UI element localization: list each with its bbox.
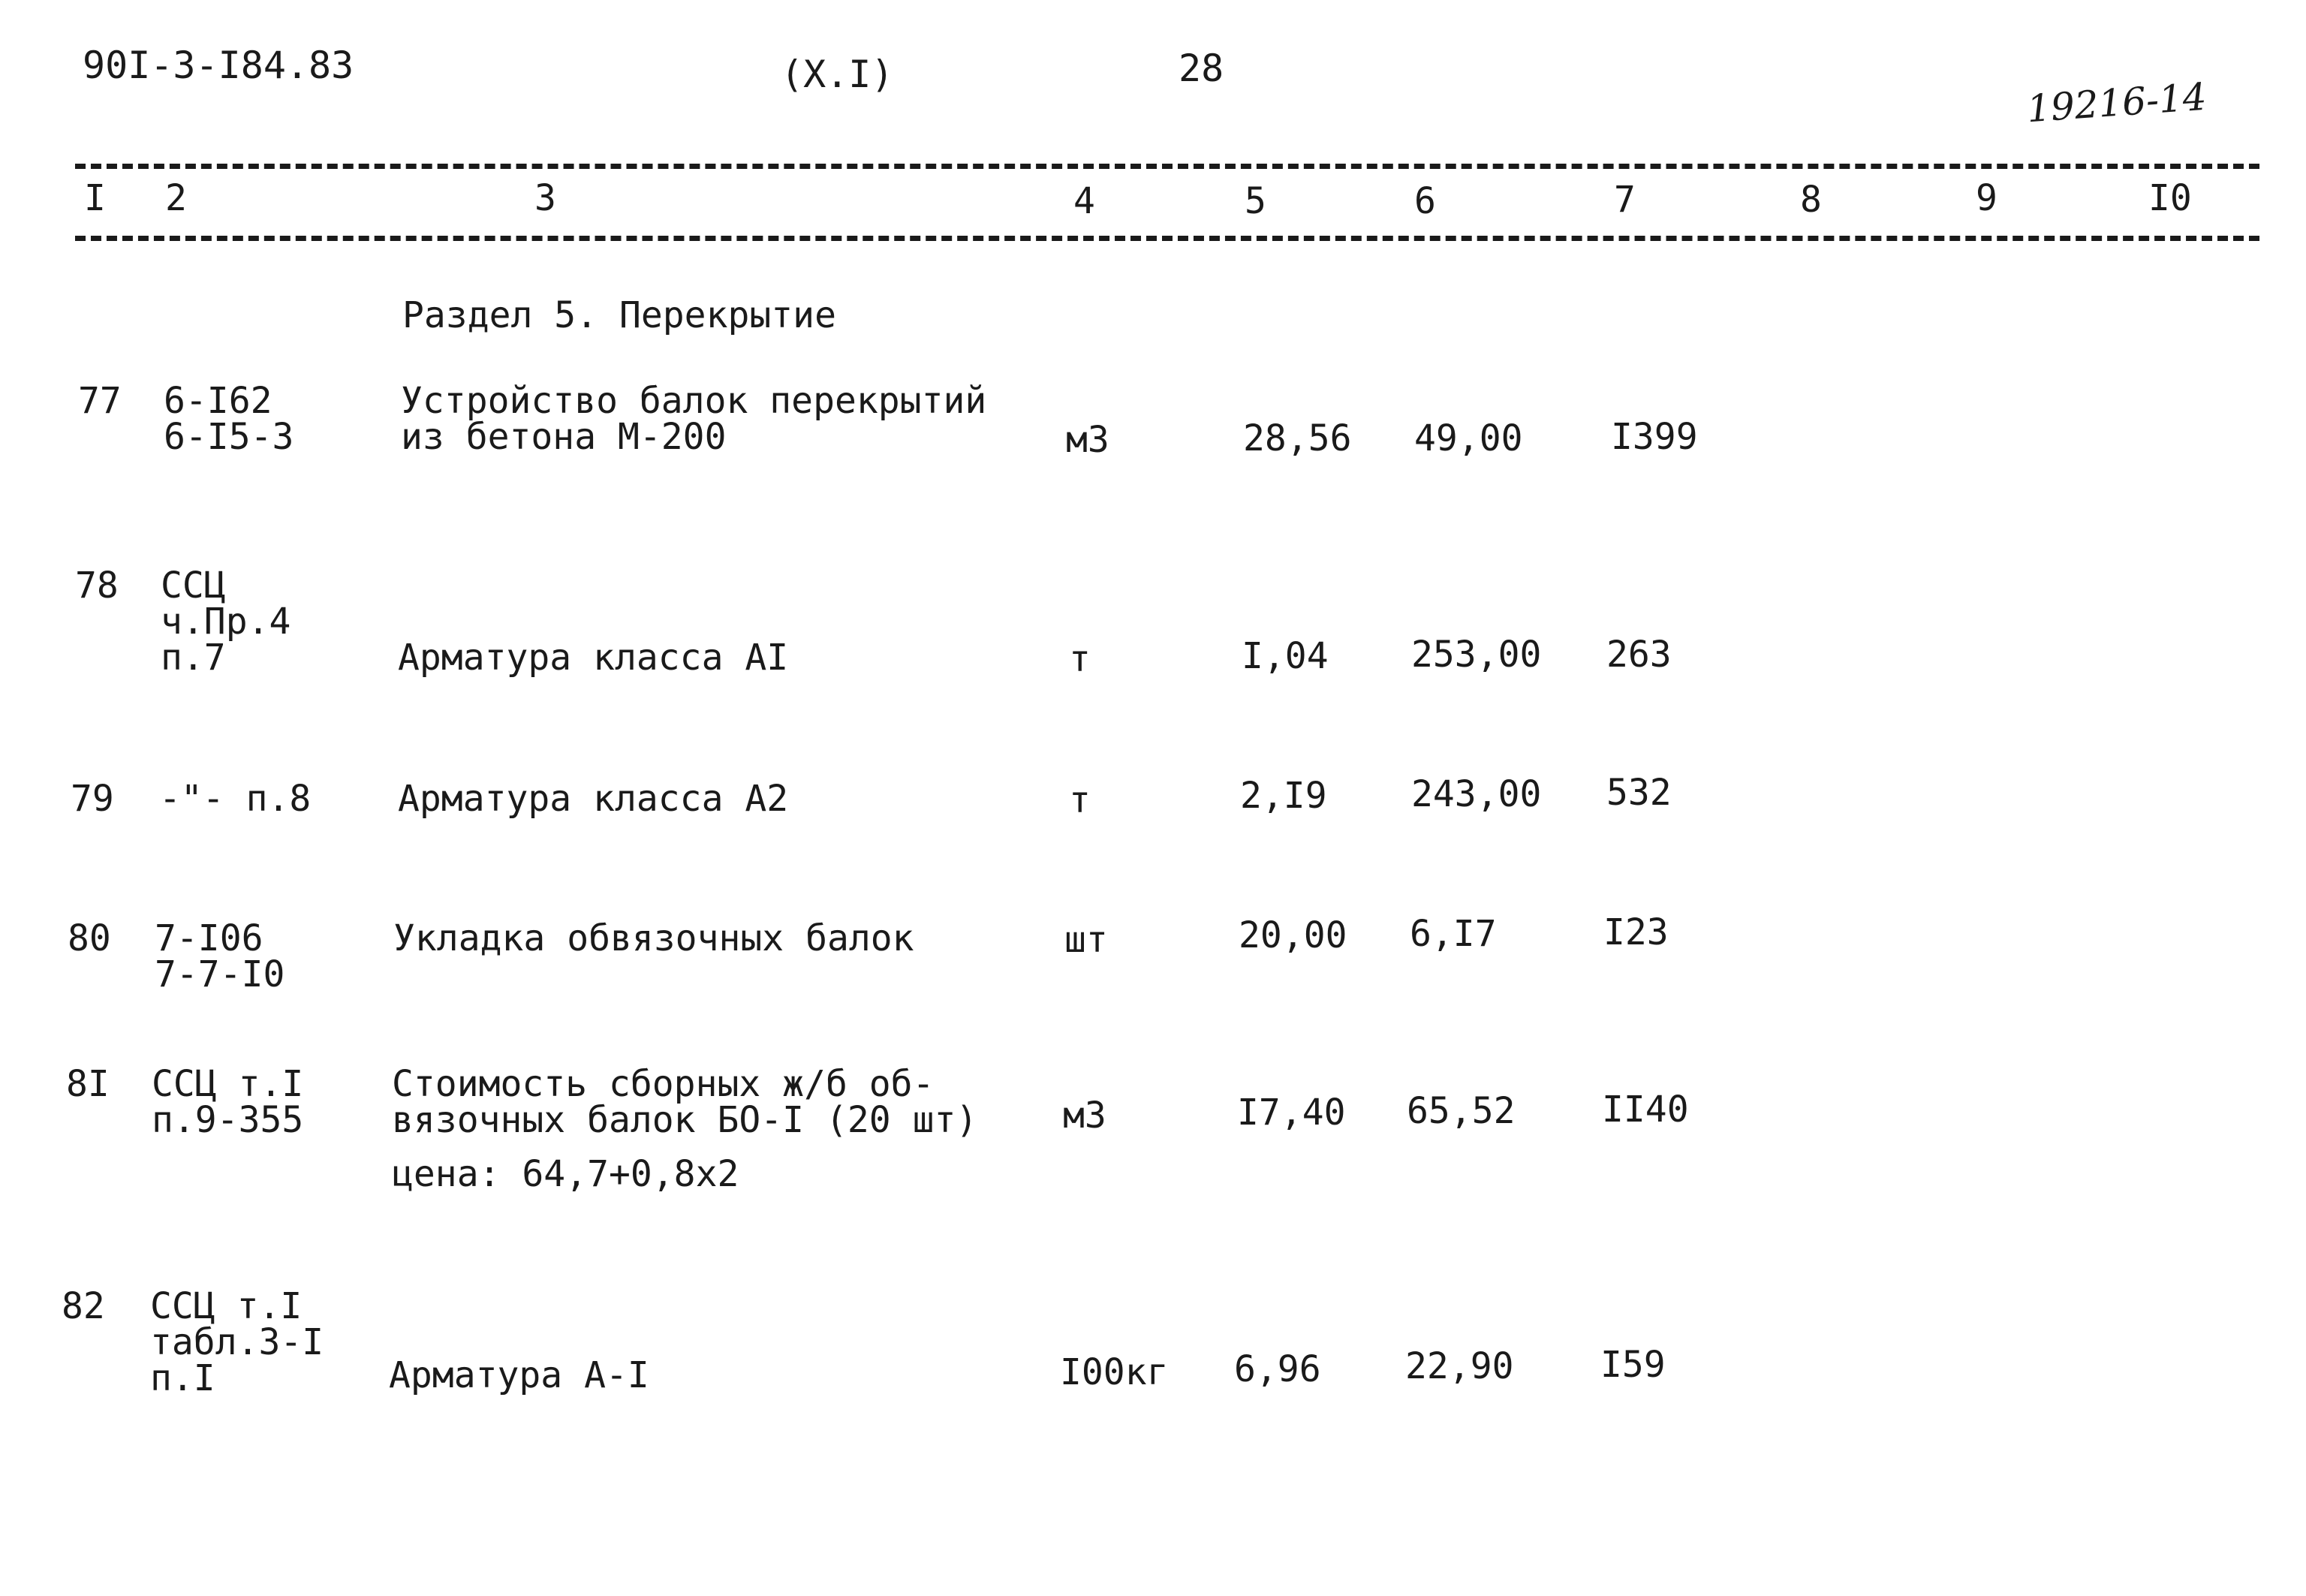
column-header: 2 [165,177,187,219]
row-number: 79 [71,778,114,820]
row-number: 82 [62,1285,105,1327]
row-unit: шт [1064,919,1108,961]
row-quantity: 20,00 [1239,914,1347,956]
row-quantity: I7,40 [1237,1092,1346,1134]
row-description: Укладка обвязочных балок [393,917,914,959]
row-unit-price: 6,I7 [1410,913,1497,955]
column-header: 5 [1245,180,1266,222]
row-total: 532 [1606,772,1672,814]
row-unit-price: 243,00 [1411,773,1542,815]
row-description: Арматура класса А2 [398,778,789,820]
row-unit: т [1069,779,1091,821]
row-unit: т [1069,638,1091,680]
row-total: 263 [1606,634,1672,676]
row-unit-price: 22,90 [1405,1345,1514,1387]
row-code: ССЦ т.I п.9-355 [152,1063,304,1141]
column-header: I [84,177,106,219]
column-header: 4 [1073,180,1095,222]
column-header: 9 [1976,177,1997,219]
row-quantity: 6,96 [1234,1348,1321,1390]
row-description: Арматура класса АI [398,637,789,679]
sheet-reference: (X.I) [781,53,894,96]
row-unit: м3 [1066,419,1109,461]
row-total: II40 [1602,1089,1689,1131]
row-description: Устройство балок перекрытий из бетона М-200 [401,380,987,458]
row-code: 7-I06 7-7-I0 [155,917,285,995]
section-title: Раздел 5. Перекрытие [402,294,836,336]
page-number: 28 [1179,47,1224,90]
row-quantity: I,04 [1242,635,1329,677]
column-header: 7 [1614,179,1636,221]
column-header: 6 [1414,180,1436,222]
header-bottom-rule [75,236,2259,241]
row-number: 80 [68,917,111,959]
row-price-note: цена: 64,7+0,8х2 [392,1153,739,1195]
row-code: ССЦ ч.Пр.4 п.7 [161,565,291,679]
inventory-number: 19216-14 [2025,74,2208,131]
row-number: 77 [78,380,122,422]
row-code: -"- п.8 [159,778,312,820]
row-total: I59 [1600,1344,1666,1386]
row-code: 6-I62 6-I5-3 [164,380,294,458]
column-header: 8 [1800,179,1822,221]
row-total: I399 [1611,416,1698,458]
row-quantity: 28,56 [1243,417,1352,459]
row-unit-price: 65,52 [1407,1090,1516,1132]
document-code: 90I-3-I84.83 [83,44,354,87]
row-unit: м3 [1063,1095,1106,1137]
row-unit-price: 49,00 [1414,417,1523,459]
row-unit-price: 253,00 [1411,634,1542,676]
row-description: Стоимость сборных ж/б об- вязочных балок БО-I (20 шт) [392,1063,978,1141]
column-header: 3 [534,177,556,219]
row-quantity: 2,I9 [1240,775,1327,817]
row-number: 8I [66,1063,110,1105]
row-unit: I00кг [1060,1351,1169,1393]
header-top-rule [75,164,2259,169]
column-header: I0 [2148,177,2192,219]
row-description: Арматура А-I [389,1354,649,1396]
row-number: 78 [75,565,119,607]
row-code: ССЦ т.I табл.3-I п.I [150,1285,324,1399]
row-total: I23 [1603,911,1669,953]
